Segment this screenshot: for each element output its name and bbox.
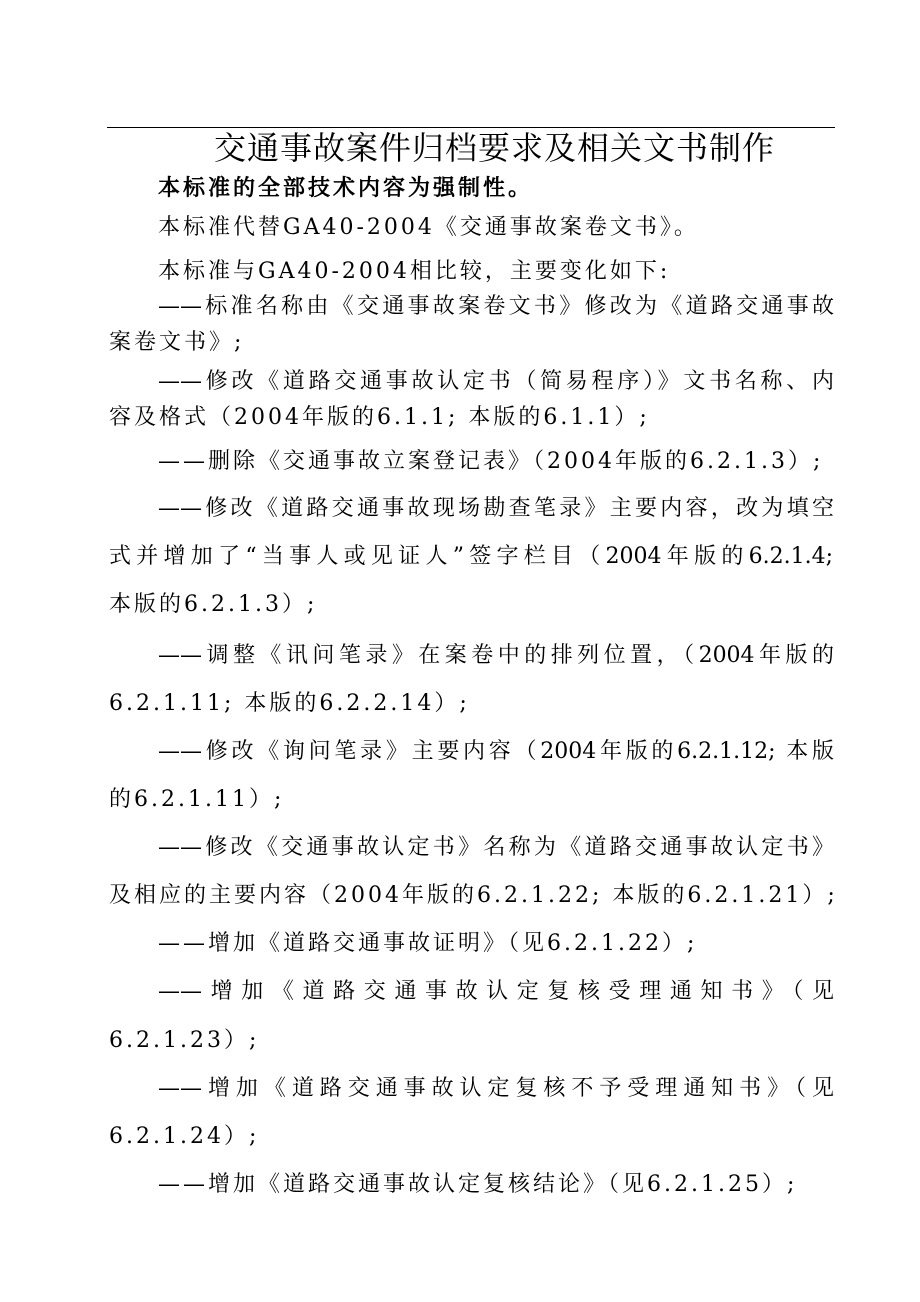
change-item-line: ——删除《交通事故立案登记表》（2004年版的6.2.1.3）;: [158, 449, 824, 474]
change-item-line: ——修改《道路交通事故认定书（简易程序）》文书名称、内: [158, 369, 834, 394]
change-item-line: 的6.2.1.11）;: [109, 787, 285, 812]
change-item-line: 容及格式（2004年版的6.1.1; 本版的6.1.1）;: [109, 405, 650, 430]
change-item-line: ——修改《询问笔录》主要内容（2004年版的6.2.1.12; 本版: [158, 739, 834, 764]
change-item-line: 6.2.1.23）;: [109, 1028, 260, 1053]
change-item-line: 及相应的主要内容（2004年版的6.2.1.22; 本版的6.2.1.21）;: [109, 883, 838, 908]
change-item-line: ——增加《道路交通事故认定复核不予受理通知书》（见: [158, 1076, 834, 1101]
change-item-line: 本版的6.2.1.3）;: [109, 592, 318, 617]
change-item-line: 6.2.1.24）;: [109, 1124, 260, 1149]
change-item-line: ——增加《道路交通事故认定复核受理通知书》（见: [158, 979, 834, 1004]
change-item-line: 式并增加了“当事人或见证人”签字栏目（2004年版的6.2.1.4;: [109, 544, 833, 569]
change-item-line: ——修改《道路交通事故现场勘查笔录》主要内容，改为填空: [158, 496, 834, 521]
change-item-line: 6.2.1.11; 本版的6.2.2.14）;: [109, 691, 470, 716]
change-item-line: ——增加《道路交通事故认定复核结论》（见6.2.1.25）;: [158, 1172, 798, 1197]
document-title: 交通事故案件归档要求及相关文书制作: [214, 129, 776, 167]
change-item-line: 案卷文书》;: [109, 330, 245, 355]
change-item-line: ——调整《讯问笔录》在案卷中的排列位置，（2004年版的: [158, 643, 834, 668]
change-item-line: ——增加《道路交通事故证明》（见6.2.1.22）;: [158, 931, 698, 956]
paragraph-mandatory-note: 本标准的全部技术内容为强制性。: [158, 175, 534, 201]
change-item-line: ——标准名称由《交通事故案卷文书》修改为《道路交通事故: [158, 294, 834, 319]
paragraph-changes-intro: 本标准与GA40-2004相比较，主要变化如下:: [158, 259, 671, 284]
change-item-line: ——修改《交通事故认定书》名称为《道路交通事故认定书》: [158, 835, 834, 860]
paragraph-replaces: 本标准代替GA40-2004《交通事故案卷文书》。: [158, 215, 699, 240]
